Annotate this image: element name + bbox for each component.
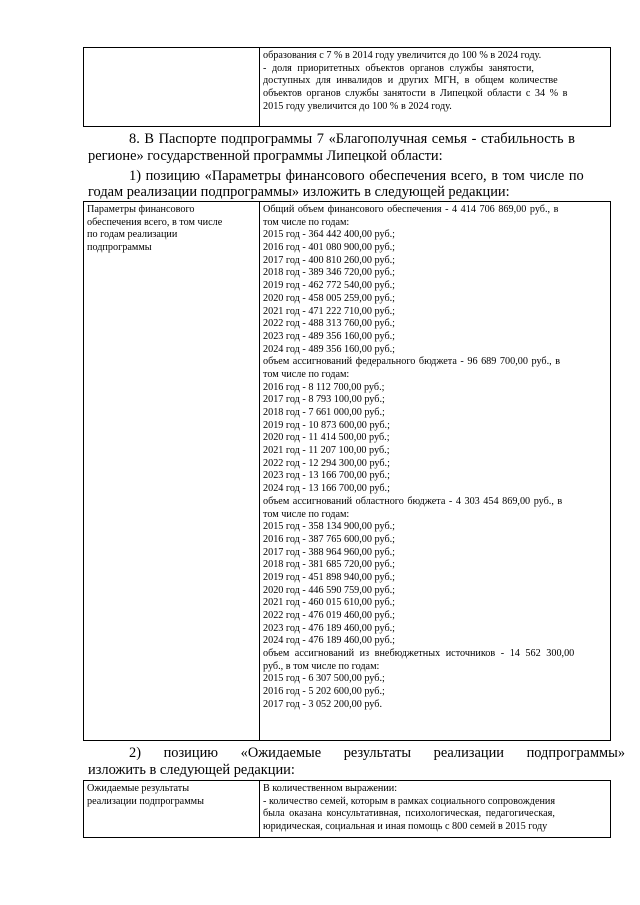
label-line: обеспечения всего, в том числе (87, 216, 223, 228)
finance-line: 2021 год - 460 015 610,00 руб.; (263, 597, 396, 609)
paragraph-2-line-2: изложить в следующей редакции: (88, 762, 295, 778)
finance-line: 2017 год - 388 964 960,00 руб.; (263, 546, 396, 558)
continuation-right-cell (260, 48, 611, 127)
finance-line: 2022 год - 476 019 460,00 руб.; (263, 610, 396, 621)
finance-line: 2017 год - 3 052 200,00 руб. (263, 698, 382, 710)
finance-line: 2021 год - 11 207 100,00 руб.; (263, 445, 390, 457)
finance-line: 2022 год - 12 294 300,00 руб.; (263, 457, 390, 469)
finance-line: том числе по годам: (263, 508, 350, 520)
finance-line: 2023 год - 489 356 160,00 руб.; (263, 330, 396, 342)
finance-line: 2016 год - 387 765 600,00 руб.; (263, 533, 396, 545)
label-line: Ожидаемые результаты (87, 783, 190, 794)
results-table (83, 780, 611, 838)
finance-line: 2020 год - 458 005 259,00 руб.; (263, 292, 396, 304)
finance-line: 2018 год - 381 685 720,00 руб.; (263, 559, 396, 571)
finance-line: 2016 год - 8 112 700,00 руб.; (263, 381, 385, 393)
label-line: Параметры финансового (87, 204, 195, 215)
results-line: была оказана консультативная, психологическая, педагогическая, (263, 808, 555, 820)
finance-line: 2024 год - 476 189 460,00 руб.; (263, 635, 396, 647)
finance-line: 2019 год - 10 873 600,00 руб.; (263, 419, 390, 431)
finance-line: 2015 год - 6 307 500,00 руб.; (263, 673, 385, 685)
finance-line: 2024 год - 489 356 160,00 руб.; (263, 343, 396, 355)
finance-line: 2023 год - 476 189 460,00 руб.; (263, 622, 396, 634)
results-line: юридическая, социальная и иная помощь с 800 семей в 2015 году (263, 821, 548, 833)
finance-line: 2018 год - 7 661 000,00 руб.; (263, 407, 385, 418)
text-line: доступных для инвалидов и других МГН, в общем количестве (263, 75, 558, 87)
finance-line: объем ассигнований областного бюджета - 4 303 454 869,00 руб., в (263, 495, 563, 507)
label-line: подпрограммы (87, 242, 152, 254)
finance-line: том числе по годам: (263, 368, 350, 380)
continuation-table (83, 47, 611, 127)
finance-line: 2022 год - 488 313 760,00 руб.; (263, 318, 396, 330)
text-line: объектов органов службы занятости в Липецкой области с 34 % в (263, 88, 568, 100)
results-values-cell (260, 781, 611, 838)
text-line: образования с 7 % в 2014 году увеличится до 100 % в 2024 году. (263, 50, 542, 61)
finance-line: 2020 год - 446 590 759,00 руб.; (263, 584, 396, 596)
finance-line: Общий объем финансового обеспечения - 4 414 706 869,00 руб., в (263, 204, 559, 215)
finance-label-cell (84, 202, 260, 741)
paragraph-2-line-1: 2) позицию «Ожидаемые результаты реализации подпрограммы» (129, 745, 626, 761)
text-line: - доля приоритетных объектов органов службы занятости, (263, 62, 534, 74)
results-line: В количественном выражении: (263, 783, 398, 794)
finance-values-cell (260, 202, 611, 741)
label-line: реализации подпрограммы (87, 795, 204, 807)
results-line: - количество семей, которым в рамках социального сопровождения (263, 795, 556, 807)
results-label-cell (84, 781, 260, 838)
finance-line: 2016 год - 401 080 900,00 руб.; (263, 242, 396, 254)
finance-line: руб., в том числе по годам: (263, 660, 380, 672)
finance-line: том числе по годам: (263, 216, 350, 228)
finance-line: 2017 год - 8 793 100,00 руб.; (263, 394, 385, 406)
finance-line: 2015 год - 364 442 400,00 руб.; (263, 229, 396, 241)
finance-line: объем ассигнований из внебюджетных источников - 14 562 300,00 (263, 648, 575, 660)
finance-line: 2019 год - 462 772 540,00 руб.; (263, 280, 396, 292)
finance-table (83, 201, 611, 741)
text-line: 2015 году увеличится до 100 % в 2024 году. (263, 100, 452, 112)
finance-line: 2018 год - 389 346 720,00 руб.; (263, 267, 396, 279)
finance-line: 2016 год - 5 202 600,00 руб.; (263, 686, 385, 698)
paragraph-8-line-2: регионе» государственной программы Липецкой области: (88, 148, 443, 164)
label-line: по годам реализации (87, 229, 178, 241)
continuation-left-cell (84, 48, 260, 127)
finance-line: 2015 год - 358 134 900,00 руб.; (263, 521, 396, 533)
finance-line: объем ассигнований федерального бюджета - 96 689 700,00 руб., в (263, 356, 561, 368)
finance-line: 2021 год - 471 222 710,00 руб.; (263, 305, 396, 317)
paragraph-1-line-2: годам реализации подпрограммы» изложить в следующей редакции: (88, 184, 510, 200)
finance-line: 2024 год - 13 166 700,00 руб.; (263, 483, 390, 495)
paragraph-8-line-1: 8. В Паспорте подпрограммы 7 «Благополучная семья - стабильность в (129, 131, 575, 147)
paragraph-1-line-1: 1) позицию «Параметры финансового обеспечения всего, в том числе по (129, 168, 584, 184)
finance-line: 2023 год - 13 166 700,00 руб.; (263, 470, 390, 482)
finance-line: 2017 год - 400 810 260,00 руб.; (263, 254, 396, 266)
finance-line: 2020 год - 11 414 500,00 руб.; (263, 432, 390, 444)
finance-line: 2019 год - 451 898 940,00 руб.; (263, 571, 396, 583)
